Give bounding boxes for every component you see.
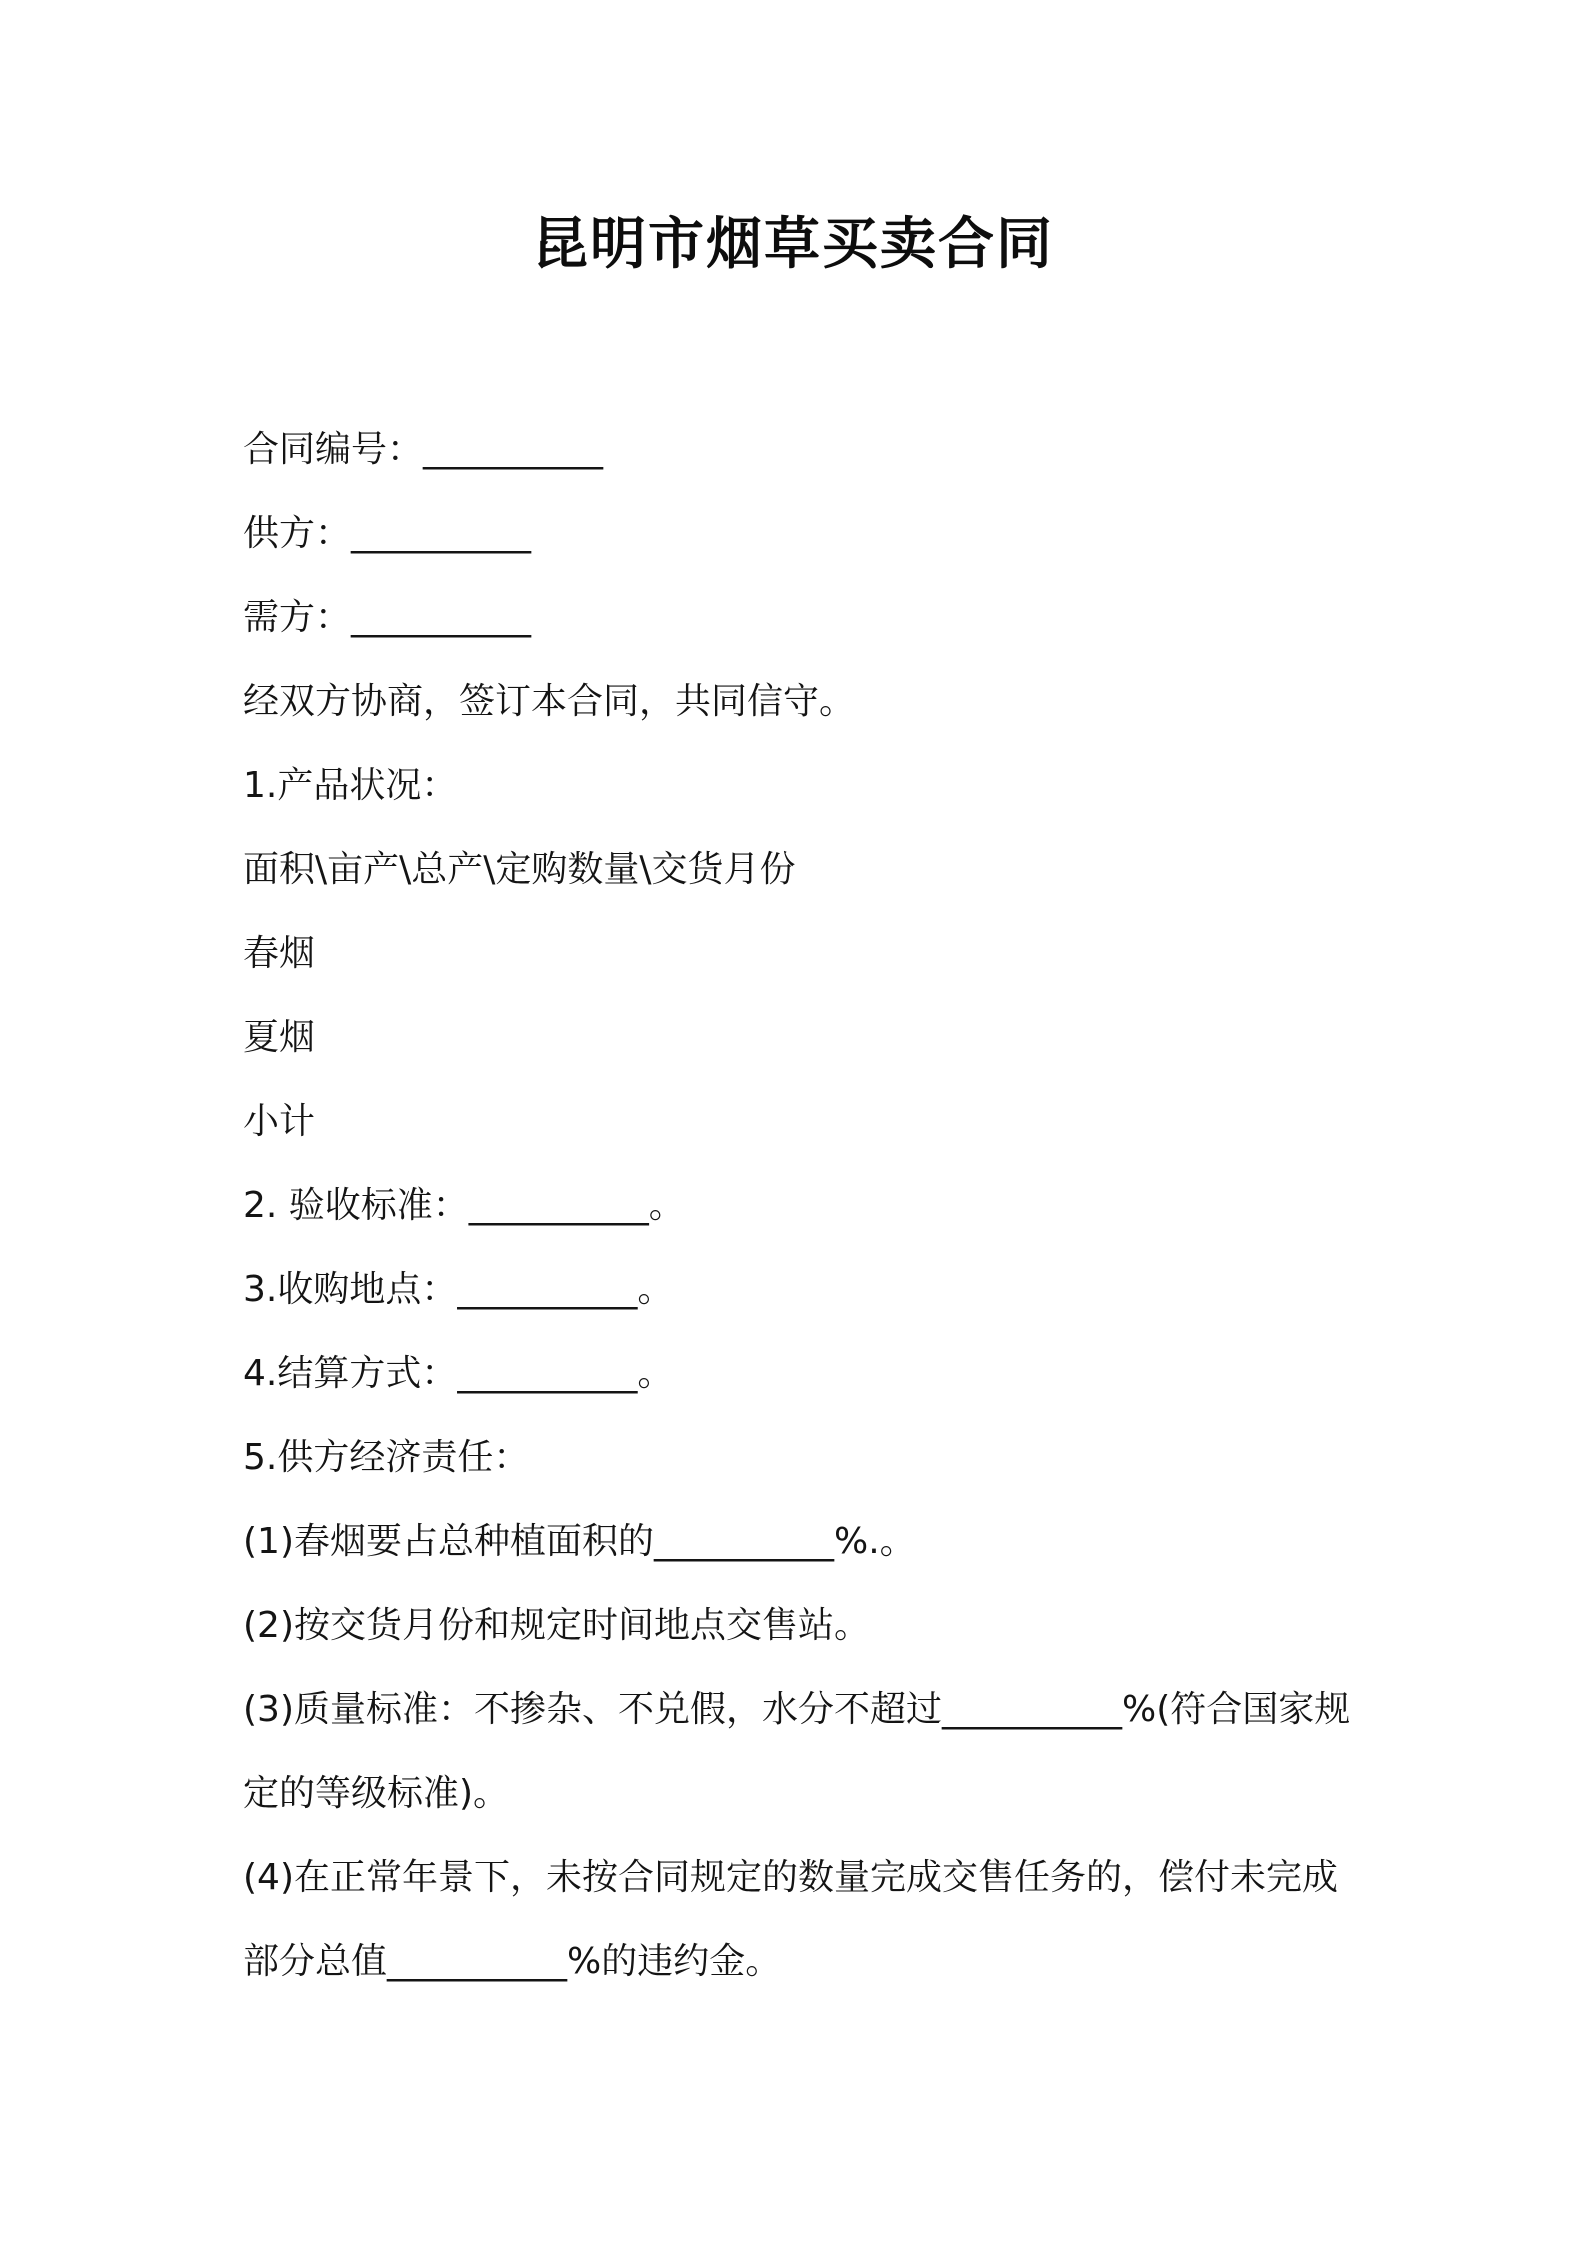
- section-5-heading: 5.供方经济责任：: [243, 1437, 530, 1478]
- subtotal-row: 小计: [243, 1101, 316, 1142]
- clause-5-1: (1)春烟要占总种植面积的__________%.。: [243, 1521, 916, 1562]
- document-title: 昆明市烟草买卖合同: [532, 212, 1054, 277]
- document-body: [243, 408, 1363, 2004]
- clause-5-4: (4)在正常年景下，未按合同规定的数量完成交售任务的，偿付未完成部分总值__________%的违约金。: [243, 1857, 1338, 1982]
- section-3-purchase-location: 3.收购地点：__________。: [243, 1269, 674, 1310]
- summer-tobacco-row: 夏烟: [243, 1017, 316, 1058]
- buyer-line: 需方：__________: [243, 597, 532, 638]
- clause-5-2: (2)按交货月份和规定时间地点交售站。: [243, 1605, 870, 1646]
- contract-number-line: 合同编号：__________: [243, 429, 604, 470]
- supplier-line: 供方：__________: [243, 513, 532, 554]
- product-table-header: 面积\亩产\总产\定购数量\交货月份: [243, 849, 796, 890]
- spring-tobacco-row: 春烟: [243, 933, 316, 974]
- preamble-line: 经双方协商，签订本合同，共同信守。: [243, 681, 856, 722]
- clause-5-3: (3)质量标准：不掺杂、不兑假，水分不超过__________%(符合国家规定的等级标准)。: [243, 1689, 1351, 1814]
- section-4-settlement: 4.结算方式：__________。: [243, 1353, 674, 1394]
- section-2-inspection: 2. 验收标准：__________。: [243, 1185, 685, 1226]
- section-1-heading: 1.产品状况：: [243, 765, 458, 806]
